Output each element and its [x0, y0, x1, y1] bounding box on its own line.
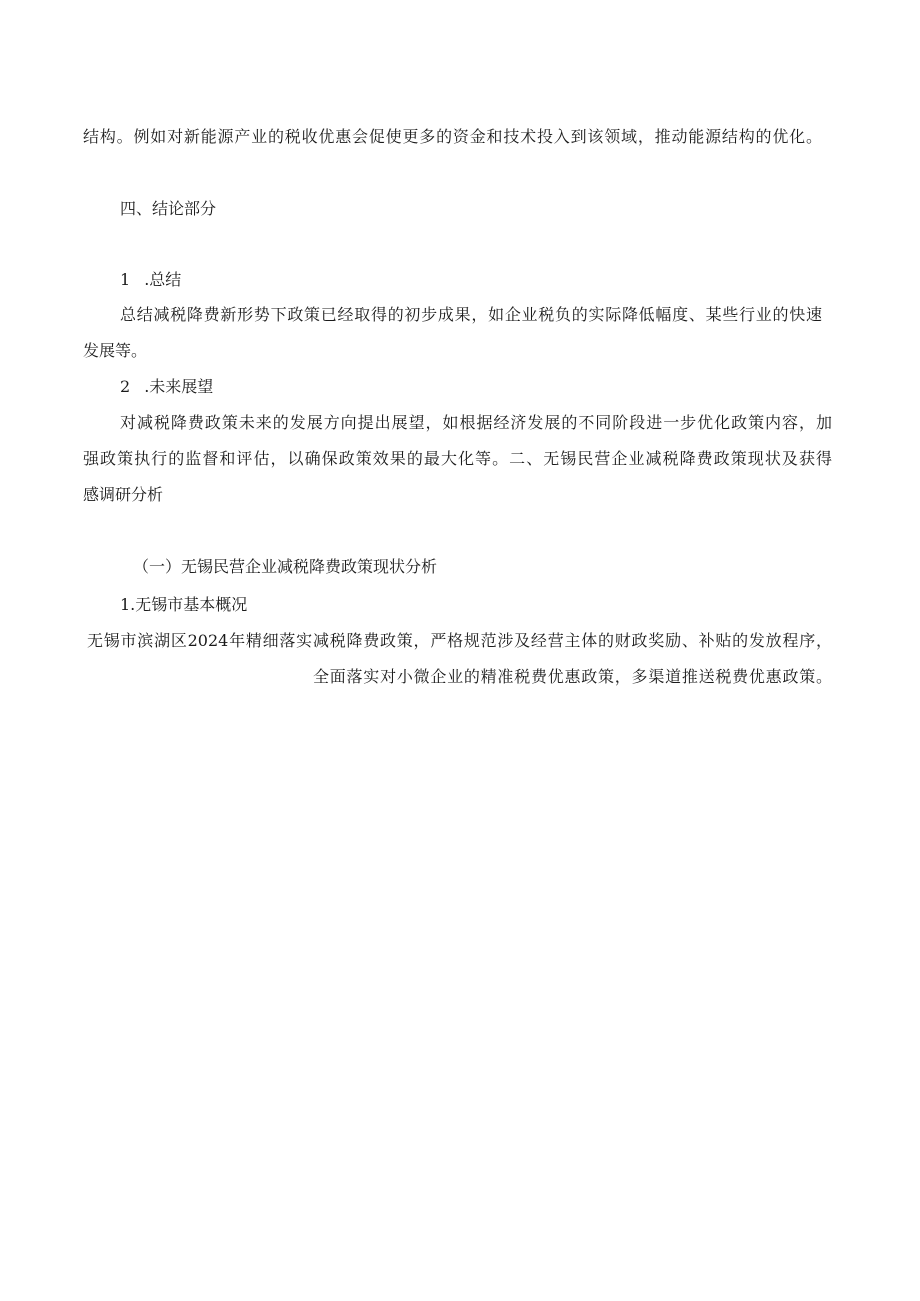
item-2-number: 2: [120, 377, 131, 396]
item-1-body-line: 发展等。: [83, 341, 148, 360]
item-1-body-line: 总结减税降费新形势下政策已经取得的初步成果，如企业税负的实际降低幅度、某些行业的快速: [120, 305, 822, 324]
subsection-heading: （一）无锡民营企业减税降费政策现状分析: [133, 557, 438, 576]
sub-item-1-body-line: 无锡市滨湖区2024年精细落实减税降费政策，严格规范涉及经营主体的财政奖励、补贴的发放程序，: [87, 631, 832, 650]
intro-paragraph-line: 结构。例如对新能源产业的税收优惠会促使更多的资金和技术投入到该领域，推动能源结构的优化。: [83, 127, 822, 146]
section-4-heading: 四、结论部分: [120, 199, 217, 218]
sub-item-1-body-line: 全面落实对小微企业的精准税费优惠政策，多渠道推送税费优惠政策。: [313, 667, 832, 686]
item-1-number: 1: [120, 270, 131, 289]
item-2-heading: [120, 376, 213, 398]
item-2-body-line: 感调研分析: [83, 485, 164, 504]
item-2-body-line: 对减税降费政策未来的发展方向提出展望，如根据经济发展的不同阶段进一步优化政策内容，加: [120, 413, 832, 432]
item-2-title: .未来展望: [144, 377, 214, 396]
sub-item-1-title: 1.无锡市基本概况: [120, 595, 248, 614]
item-1-title: .总结: [144, 270, 182, 289]
item-2-body-line: 强政策执行的监督和评估，以确保政策效果的最大化等。二、无锡民营企业减税降费政策现状及获得: [83, 449, 832, 468]
item-1-heading: [120, 269, 181, 291]
